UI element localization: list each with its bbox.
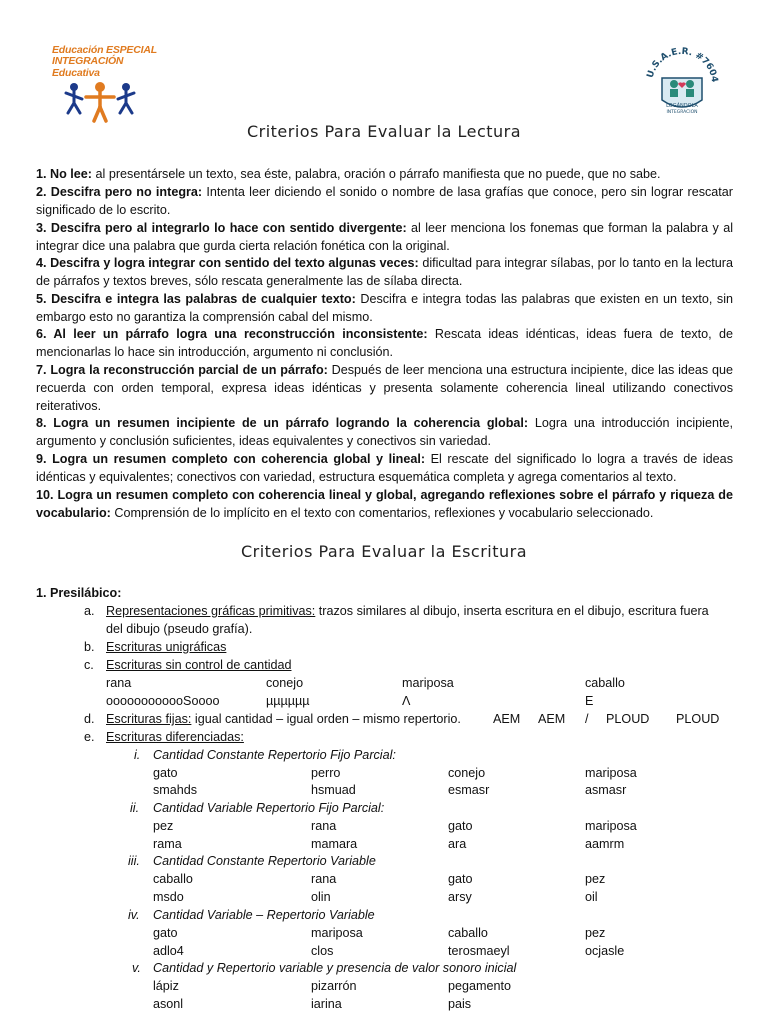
writing: µµµµµµ: [266, 694, 310, 708]
lectura-item: [36, 325, 733, 361]
sub-numeral: iii.: [128, 854, 140, 868]
logo-right-caption2: INTEGRACION: [666, 110, 698, 115]
item-a-text-cont: del dibujo (pseudo grafía).: [106, 622, 253, 636]
word: gato: [448, 819, 473, 833]
lectura-item: [36, 183, 733, 219]
logo-right-caption1: LOGÁNDOLA: [666, 103, 698, 109]
item-a: [106, 602, 733, 620]
item-number: 3.: [36, 221, 47, 235]
word: mariposa: [585, 766, 637, 780]
item-heading: Logra un resumen incipiente de un párrafo logrando la coherencia global:: [53, 416, 529, 430]
lectura-item: [36, 450, 733, 486]
logo-left-line2: INTEGRACIÓN Educativa: [52, 55, 124, 79]
word: pizarrón: [311, 979, 357, 993]
item-text: Logra una introducción incipiente, argumento y conclusión suficientes, ideas equivalentes y conectivos sin variedad.: [36, 416, 733, 448]
writing: hsmuad: [311, 783, 356, 797]
word: pez: [585, 926, 606, 940]
sub-title: Cantidad Variable – Repertorio Variable: [153, 908, 375, 922]
item-text: Intenta leer diciendo el sonido o nombre de lasa grafías que conoce, pero sin lograr rescatar significado de lo escrito.: [36, 185, 734, 217]
writing: ocjasle: [585, 944, 625, 958]
list-marker: d.: [84, 712, 95, 726]
lectura-title: Criterios Para Evaluar la Lectura: [246, 122, 522, 141]
lectura-item: [36, 414, 733, 450]
writing: asmasr: [585, 783, 627, 797]
lectura-item: [36, 361, 733, 415]
item-heading: Descifra e integra las palabras de cualquier texto:: [51, 292, 356, 306]
writing: ara: [448, 837, 467, 851]
list-marker: b.: [84, 640, 95, 654]
list-marker: e.: [84, 730, 95, 744]
writing: clos: [311, 944, 334, 958]
item-text: Rescata ideas idénticas, ideas fuera de texto, de mencionarlas lo hace sin introducción, argumento ni conclusión.: [36, 327, 733, 359]
item-heading: Descifra pero no integra:: [50, 185, 203, 199]
item-number: 8.: [36, 416, 47, 430]
item-b-label: Escrituras unigráficas: [106, 640, 227, 654]
sub-title: Cantidad Constante Repertorio Fijo Parcial:: [153, 748, 396, 762]
logo-left-line1: Educación ESPECIAL: [52, 44, 157, 56]
sub-title: Cantidad Constante Repertorio Variable: [153, 854, 376, 868]
item-text: al presentársele un texto, sea éste, palabra, oración o párrafo manifiesta que no puede, que no sabe.: [92, 167, 661, 181]
item-heading: Descifra y logra integrar con sentido del texto algunas veces:: [50, 256, 419, 270]
item-number: 10.: [36, 488, 54, 502]
writing: adlo4: [153, 944, 184, 958]
item-number: 9.: [36, 452, 47, 466]
item-text: El rescate del significado lo logra a través de ideas idénticas y equivalentes; conectivos con variedad, estructura esquemática completa y agrega comentarios al texto.: [36, 452, 733, 484]
item-text: Comprensión de lo implícito en el texto con comentarios, reflexiones y vocabulario seleccionado.: [110, 506, 654, 520]
example: AEM: [538, 712, 566, 726]
sub-numeral: i.: [134, 748, 141, 762]
sub-numeral: v.: [132, 961, 141, 975]
lectura-item: [36, 254, 733, 290]
writing: msdo: [153, 890, 184, 904]
item-d-text: igual cantidad – igual orden – mismo repertorio.: [191, 712, 461, 726]
writing: E: [585, 694, 594, 708]
people-figures-icon: [64, 79, 144, 125]
item-heading: Descifra pero al integrarlo lo hace con sentido divergente:: [50, 221, 407, 235]
writing: oil: [585, 890, 598, 904]
item-heading: Logra un resumen completo con coherencia global y lineal:: [52, 452, 426, 466]
item-number: 2.: [36, 185, 47, 199]
item-number: 4.: [36, 256, 47, 270]
item-text: dificultad para integrar sílabas, por lo tanto en la lectura de párrafos y textos breves, sólo rescata generalmente las de sílaba directa.: [36, 256, 733, 288]
word: conejo: [448, 766, 486, 780]
item-e-label: Escrituras diferenciadas:: [106, 730, 244, 744]
word: pez: [153, 819, 174, 833]
item-a-text: trazos similares al dibujo, inserta escritura en el dibujo, escritura fuera: [315, 604, 709, 618]
logo-educacion-especial: [52, 44, 162, 124]
writing: mamara: [311, 837, 358, 851]
word: gato: [153, 766, 178, 780]
writing: terosmaeyl: [448, 944, 510, 958]
item-heading: Al leer un párrafo logra una reconstrucción inconsistente:: [53, 327, 428, 341]
escritura-title: Criterios Para Evaluar la Escritura: [240, 542, 528, 561]
sub-numeral: ii.: [130, 801, 140, 815]
word: lápiz: [153, 979, 179, 993]
item-d-label: Escrituras fijas:: [106, 712, 192, 726]
word: caballo: [448, 926, 488, 940]
writing: oooooooooooSoooo: [106, 694, 220, 708]
example: /: [585, 712, 589, 726]
sub-title: Cantidad Variable Repertorio Fijo Parcial:: [153, 801, 385, 815]
item-number: 6.: [36, 327, 47, 341]
word: rana: [311, 872, 337, 886]
word: caballo: [585, 676, 625, 690]
item-text: al leer menciona los fonemas que forman la palabra y al integrar dice una palabra que gurda cierta relación fonética con la original.: [36, 221, 733, 253]
section-presilabico: 1. Presilábico:: [36, 586, 122, 600]
writing: smahds: [153, 783, 198, 797]
lectura-item: [36, 486, 733, 522]
word: pegamento: [448, 979, 512, 993]
item-heading: No lee:: [50, 167, 93, 181]
lectura-item: [36, 219, 733, 255]
list-marker: a.: [84, 604, 95, 618]
lectura-item: [36, 165, 733, 183]
writing: arsy: [448, 890, 472, 904]
item-text: Después de leer menciona una estructura incipiente, dice las ideas que recuerda con orden temporal, expresa ideas idénticas y presenta solamente coherencia lineal utilizando conectivos reiterativos.: [36, 363, 733, 413]
example: PLOUD: [676, 712, 720, 726]
item-a-label: Representaciones gráficas primitivas:: [106, 604, 316, 618]
item-heading: Logra la reconstrucción parcial de un párrafo:: [50, 363, 328, 377]
item-text: Descifra e integra todas las palabras que existen en un texto, sin embargo esto no garantiza la comprensión cabal del mismo.: [36, 292, 734, 324]
word: rana: [106, 676, 132, 690]
word: mariposa: [585, 819, 637, 833]
writing: aamrm: [585, 837, 625, 851]
writing: olin: [311, 890, 331, 904]
word: caballo: [153, 872, 193, 886]
word: conejo: [266, 676, 304, 690]
writing: Λ: [402, 694, 411, 708]
word: mariposa: [311, 926, 363, 940]
list-marker: c.: [84, 658, 94, 672]
word: gato: [153, 926, 178, 940]
word: perro: [311, 766, 341, 780]
sub-numeral: iv.: [128, 908, 140, 922]
item-d: [106, 710, 461, 728]
item-number: 7.: [36, 363, 47, 377]
example: AEM: [493, 712, 521, 726]
writing: esmasr: [448, 783, 490, 797]
logo-right-arc-text: U.S.A.E.R. #7604: [645, 46, 720, 84]
example: PLOUD: [606, 712, 650, 726]
lectura-item: [36, 290, 733, 326]
writing: pais: [448, 997, 472, 1011]
word: rana: [311, 819, 337, 833]
writing: iarina: [311, 997, 342, 1011]
word: pez: [585, 872, 606, 886]
word: mariposa: [402, 676, 454, 690]
item-number: 5.: [36, 292, 47, 306]
logo-usaer: [642, 44, 722, 124]
item-number: 1.: [36, 167, 47, 181]
sub-title: Cantidad y Repertorio variable y presencia de valor sonoro inicial: [153, 961, 517, 975]
item-c-label: Escrituras sin control de cantidad: [106, 658, 292, 672]
item-heading: Logra un resumen completo con coherencia lineal y global, agregando reflexiones sobre el párrafo y riqueza de vocabulario:: [36, 488, 733, 520]
writing: rama: [153, 837, 182, 851]
writing: asonl: [153, 997, 184, 1011]
word: gato: [448, 872, 473, 886]
